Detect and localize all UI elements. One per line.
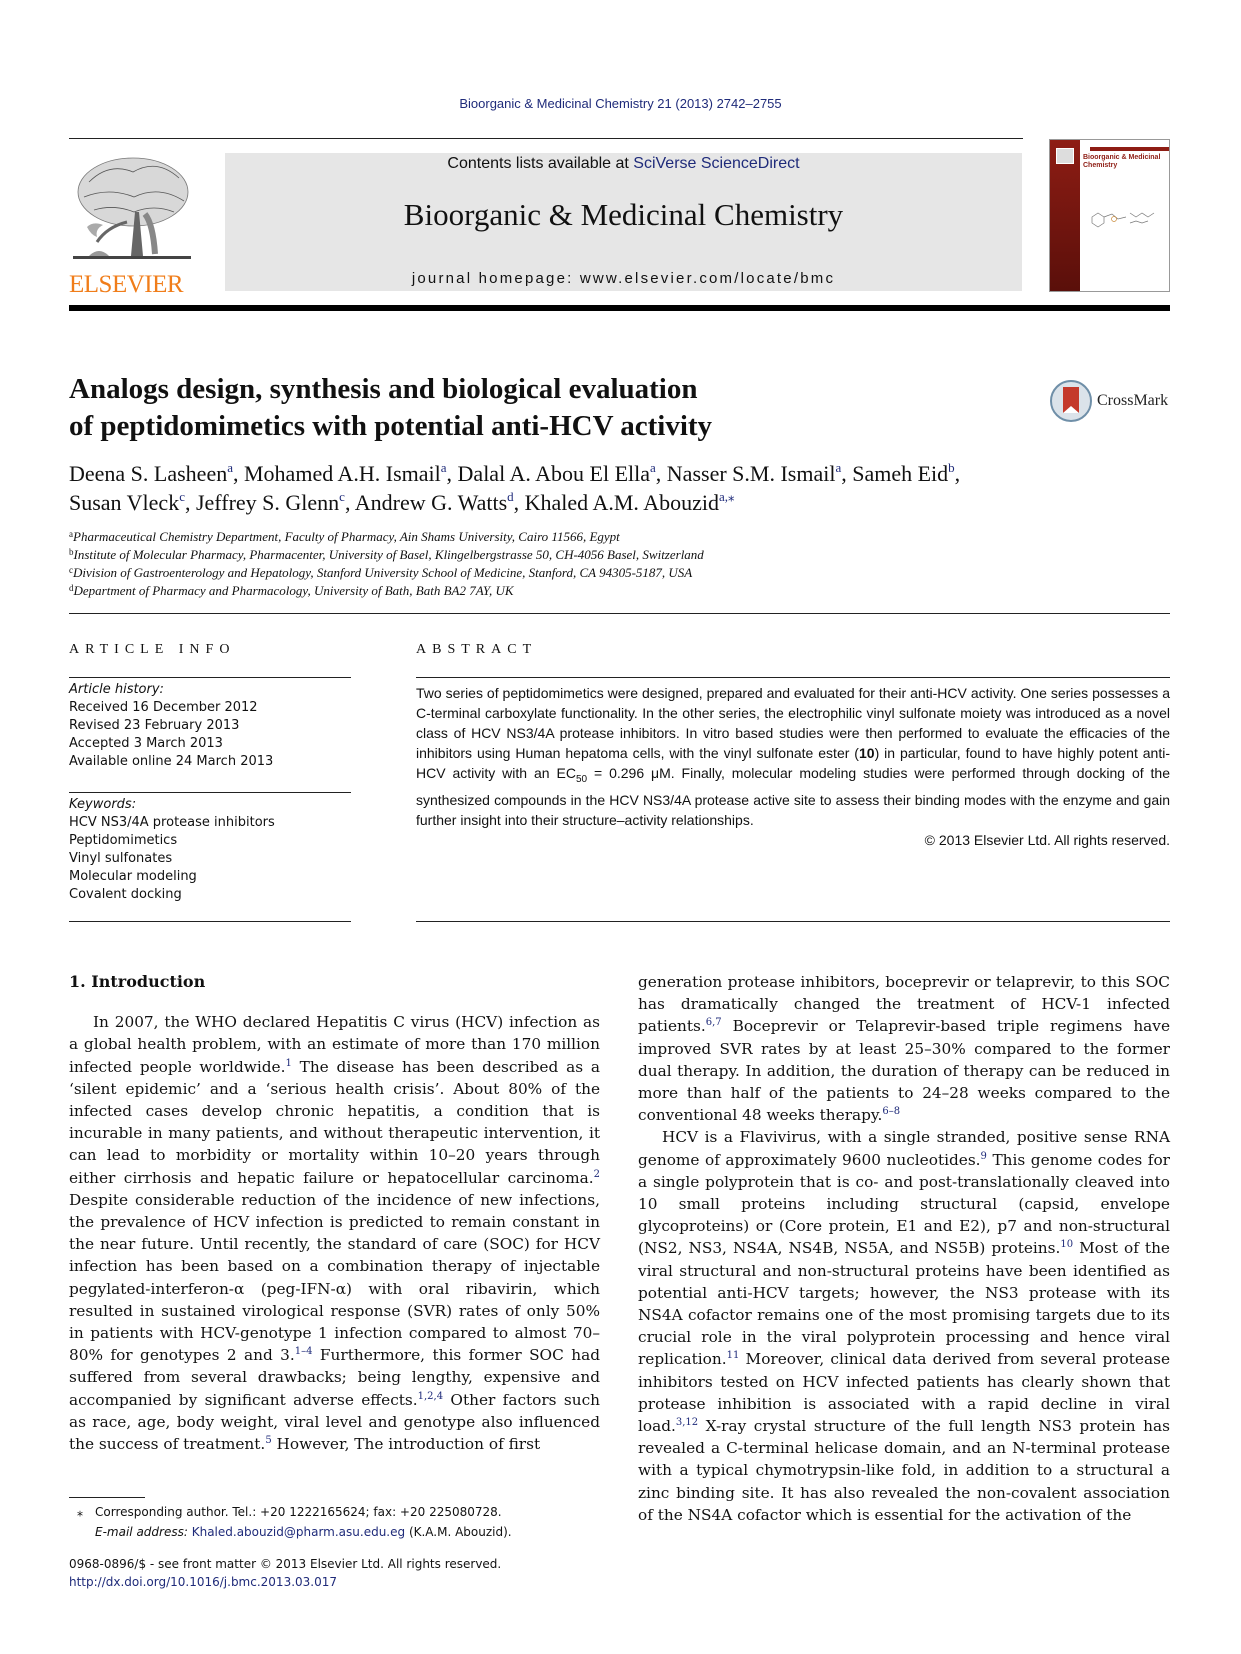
affiliation: $^b$Institute of Molecular Pharmacy, Pharmacenter, University of Basel, Klingelbergstrasse 50, CH-4056 Basel, Switzerland: [69, 547, 704, 562]
author-list: Deena S. Lasheen$^a$, Mohamed A.H. Ismail$^a$, Dalal A. Abou El Ella$^a$, Nasser S.M. Ismail$^a$, Sameh Eid$^b$, Susan Vleck$^c$, Jeffrey S. Glenn$^c$, Andrew G. Watts$^d$, Khaled A.M. Abouzid$^{a,⁎}$: [69, 460, 961, 515]
crossmark-badge[interactable]: [1049, 378, 1174, 424]
cover-title: Bioorganic & Medicinal Chemistry: [1083, 154, 1161, 169]
cover-elsevier-icon: [1056, 148, 1074, 164]
article-info-heading: ARTICLE INFO: [69, 642, 236, 657]
header-divider: [69, 138, 1023, 139]
citation-link[interactable]: 6–8: [882, 1106, 901, 1118]
journal-homepage-link[interactable]: journal homepage: www.elsevier.com/locate/bmc: [411, 270, 836, 287]
keyword: Peptidomimetics: [69, 833, 178, 848]
citation-link[interactable]: 3,12: [675, 1417, 699, 1429]
citation-link[interactable]: 6,7: [705, 1017, 722, 1029]
citation-link[interactable]: 10: [1060, 1239, 1074, 1251]
history-received: Received 16 December 2012: [69, 700, 258, 715]
author[interactable]: Susan Vleck$^c$: [69, 489, 185, 515]
abstract-heading: ABSTRACT: [416, 642, 538, 657]
section-heading: 1. Introduction: [69, 972, 206, 991]
journal-title: Bioorganic & Medicinal Chemistry: [403, 197, 844, 232]
article-title: [69, 371, 929, 445]
elsevier-tree-icon: [69, 152, 195, 268]
author[interactable]: Khaled A.M. Abouzid$^{a,⁎}$: [524, 489, 735, 515]
elsevier-logo[interactable]: [69, 152, 195, 298]
issn-line: 0968-0896/$ - see front matter © 2013 Elsevier Ltd. All rights reserved.: [69, 1557, 502, 1571]
keyword: Covalent docking: [69, 887, 182, 902]
title-line-2: of peptidomimetics with potential anti-HCV activity: [69, 410, 713, 442]
author[interactable]: Deena S. Lasheen$^a$: [69, 460, 233, 486]
keywords: [69, 796, 351, 904]
divider: [416, 921, 1170, 922]
footer: [69, 1555, 600, 1591]
masthead-thick-rule: [69, 305, 1170, 311]
author[interactable]: Nasser S.M. Ismail$^a$: [666, 460, 842, 486]
citation-link[interactable]: 5: [265, 1435, 272, 1447]
affiliation: $^c$Division of Gastroenterology and Hepatology, Stanford University School of Medicine, Stanford, CA 94305-5187, USA: [69, 565, 693, 580]
history-label: Article history:: [69, 682, 164, 697]
journal-cover-thumbnail[interactable]: [1049, 139, 1170, 292]
footnote-email: E-mail address: Khaled.abouzid@pharm.asu.edu.eg (K.A.M. Abouzid).: [95, 1525, 512, 1539]
author[interactable]: Andrew G. Watts$^d$: [354, 489, 514, 515]
journal-reference[interactable]: Bioorganic & Medicinal Chemistry 21 (2013) 2742–2755: [459, 96, 782, 111]
corresponding-author-footnote: [69, 1502, 600, 1542]
crossmark-label: CrossMark: [1097, 392, 1169, 409]
history-accepted: Accepted 3 March 2013: [69, 736, 223, 751]
keyword: Molecular modeling: [69, 869, 197, 884]
citation-link[interactable]: 1: [285, 1057, 292, 1069]
affiliation-divider: [69, 613, 1170, 614]
contents-line: [225, 153, 1022, 173]
title-line-1: Analogs design, synthesis and biological evaluation: [69, 373, 698, 405]
divider: [69, 677, 351, 678]
sciencedirect-link[interactable]: SciVerse ScienceDirect: [633, 155, 800, 172]
doi-link[interactable]: http://dx.doi.org/10.1016/j.bmc.2013.03.017: [69, 1575, 338, 1589]
paragraph: generation protease inhibitors, boceprevir or telaprevir, to this SOC has dramatically changed the treatment of HCV-1 infected patients.$^{6,7}$ Boceprevir or Telaprevir-based triple regimens have improved SVR rates by at least 25–30% compared to the former dual therapy. In addition, the duration of therapy can be reduced in more than half of the patients to 24–28 weeks compared to the conventional 48 weeks therapy.$^{6-8}$: [638, 973, 1170, 1125]
article-history: [69, 681, 351, 771]
cover-top-bar: [1090, 147, 1170, 151]
crossmark-icon: [1049, 379, 1093, 423]
journal-banner: [225, 153, 1022, 291]
email-link[interactable]: Khaled.abouzid@pharm.asu.edu.eg: [191, 1525, 406, 1539]
footnote-corresponding: ⁎ Corresponding author. Tel.: +20 1222165624; fax: +20 225080728.: [69, 1502, 600, 1522]
abstract-copyright: © 2013 Elsevier Ltd. All rights reserved.: [924, 831, 1170, 848]
affiliations: [69, 528, 1069, 600]
citation-link[interactable]: 1,2,4: [417, 1390, 444, 1402]
history-revised: Revised 23 February 2013: [69, 718, 240, 733]
author[interactable]: Mohamed A.H. Ismail$^a$: [244, 460, 447, 486]
contents-prefix: Contents lists available at: [447, 155, 634, 172]
molecule-icon: [1090, 205, 1160, 230]
keyword: Vinyl sulfonates: [69, 851, 173, 866]
paragraph: HCV is a Flavivirus, with a single stranded, positive sense RNA genome of approximately 9600 nucleotides.$^9$ This genome codes for a single polyprotein that is co- and post-translationally cleaved into 10 small proteins including structural (capsid, envelope glycoproteins) or (Core protein, E1 and E2), p7 and non-structural (NS2, NS3, NS4A, NS4B, NS5A, and NS5B) proteins.$^{10}$ Most of the viral structural and non-structural proteins have been identified as potential anti-HCV targets; however, the NS3 protease with its NS4A cofactor remains one of the most promising targets due to its crucial role in the viral polyprotein processing and hence viral replication.$^{11}$ Moreover, clinical data derived from several protease inhibitors tested on HCV infected patients has clearly shown that protease inhibition is associated with a rapid decline in viral load.$^{3,12}$ X-ray crystal structure of the full length NS3 protein has revealed a C-terminal helicase domain, and an N-terminal protease with a typical chymotrypsin-like fold, in addition to a structural a zinc binding site. It has also revealed the non-covalent association of the NS4A cofactor which is essential for the activation of the: [638, 1128, 1170, 1524]
author[interactable]: Jeffrey S. Glenn$^c$: [195, 489, 345, 515]
footnote-rule: [69, 1497, 145, 1498]
citation-link[interactable]: 1–4: [294, 1346, 313, 1358]
keywords-label: Keywords:: [69, 797, 137, 812]
divider: [69, 792, 351, 793]
compound-number: 10: [858, 745, 875, 761]
citation-link[interactable]: 2: [593, 1168, 600, 1180]
citation-link[interactable]: 9: [980, 1150, 987, 1162]
abstract-text: Two series of peptidomimetics were designed, prepared and evaluated for their anti-HCV activity. One series possesses a C-terminal carboxylate functionality. In the other series, the electrophilic vinyl sulfonate moiety was introduced as a novel class of HCV NS3/4A protease inhibitors. In vitro based studies were then performed to evaluate the efficacies of the inhibitors using Human hepatoma cells, with the vinyl sulfonate ester (10) in particular, found to have highly potent anti-HCV activity with an $EC_{50} = 0.296$ μM. Finally, molecular modeling studies were performed through docking of the synthesized compounds in the HCV NS3/4A protease active site to assess their binding modes with the enzyme and gain further insight into their structure–activity relationships. © 2013 Elsevier Ltd. All rights reserved.: [416, 685, 1170, 848]
citation-link[interactable]: 11: [726, 1350, 740, 1362]
elsevier-wordmark: ELSEVIER: [69, 271, 184, 298]
paragraph: In 2007, the WHO declared Hepatitis C virus (HCV) infection as a global health problem, with an estimate of more than 170 million infected people worldwide.$^1$ The disease has been described as a ‘silent epidemic’ and a ‘serious health crisis’. About 80% of the infected cases develop chronic hepatitis, a condition that is incurable in many patients, and without therapeutic intervention, it can lead to morbidity or mortality within 10–20 years through either cirrhosis and hepatic failure or hepatocellular carcinoma.$^2$ Despite considerable reduction of the incidence of new infections, the prevalence of HCV infection is predicted to remain constant in the near future. Until recently, the standard of care (SOC) for HCV infection has been based on a combination therapy of injectable pegylated-interferon-α (peg-IFN-α) with oral ribavirin, which resulted in sustained virological response (SVR) rates of only 50% in patients with HCV-genotype 1 infection compared to almost 70–80% for genotypes 2 and 3.$^{1-4}$ Furthermore, this former SOC had suffered from several drawbacks; being lengthy, expensive and accompanied by significant adverse effects.$^{1,2,4}$ Other factors such as race, age, body weight, viral level and genotype also influenced the success of treatment.$^5$ However, The introduction of first: [69, 1013, 600, 1454]
asterisk-icon: ⁎: [77, 1505, 83, 1519]
body-column-left: [69, 971, 600, 1455]
divider: [69, 921, 351, 922]
affiliation: $^d$Department of Pharmacy and Pharmacology, University of Bath, Bath BA2 7AY, UK: [69, 583, 514, 598]
history-online: Available online 24 March 2013: [69, 754, 274, 769]
divider: [416, 677, 1170, 678]
keyword: HCV NS3/4A protease inhibitors: [69, 815, 275, 830]
body-column-right: [638, 971, 1170, 1526]
author[interactable]: Dalal A. Abou El Ella$^a$: [457, 460, 656, 486]
author[interactable]: Sameh Eid$^b$: [852, 460, 955, 486]
affiliation: $^a$Pharmaceutical Chemistry Department, Faculty of Pharmacy, Ain Shams University, Cairo 11566, Egypt: [69, 529, 620, 544]
